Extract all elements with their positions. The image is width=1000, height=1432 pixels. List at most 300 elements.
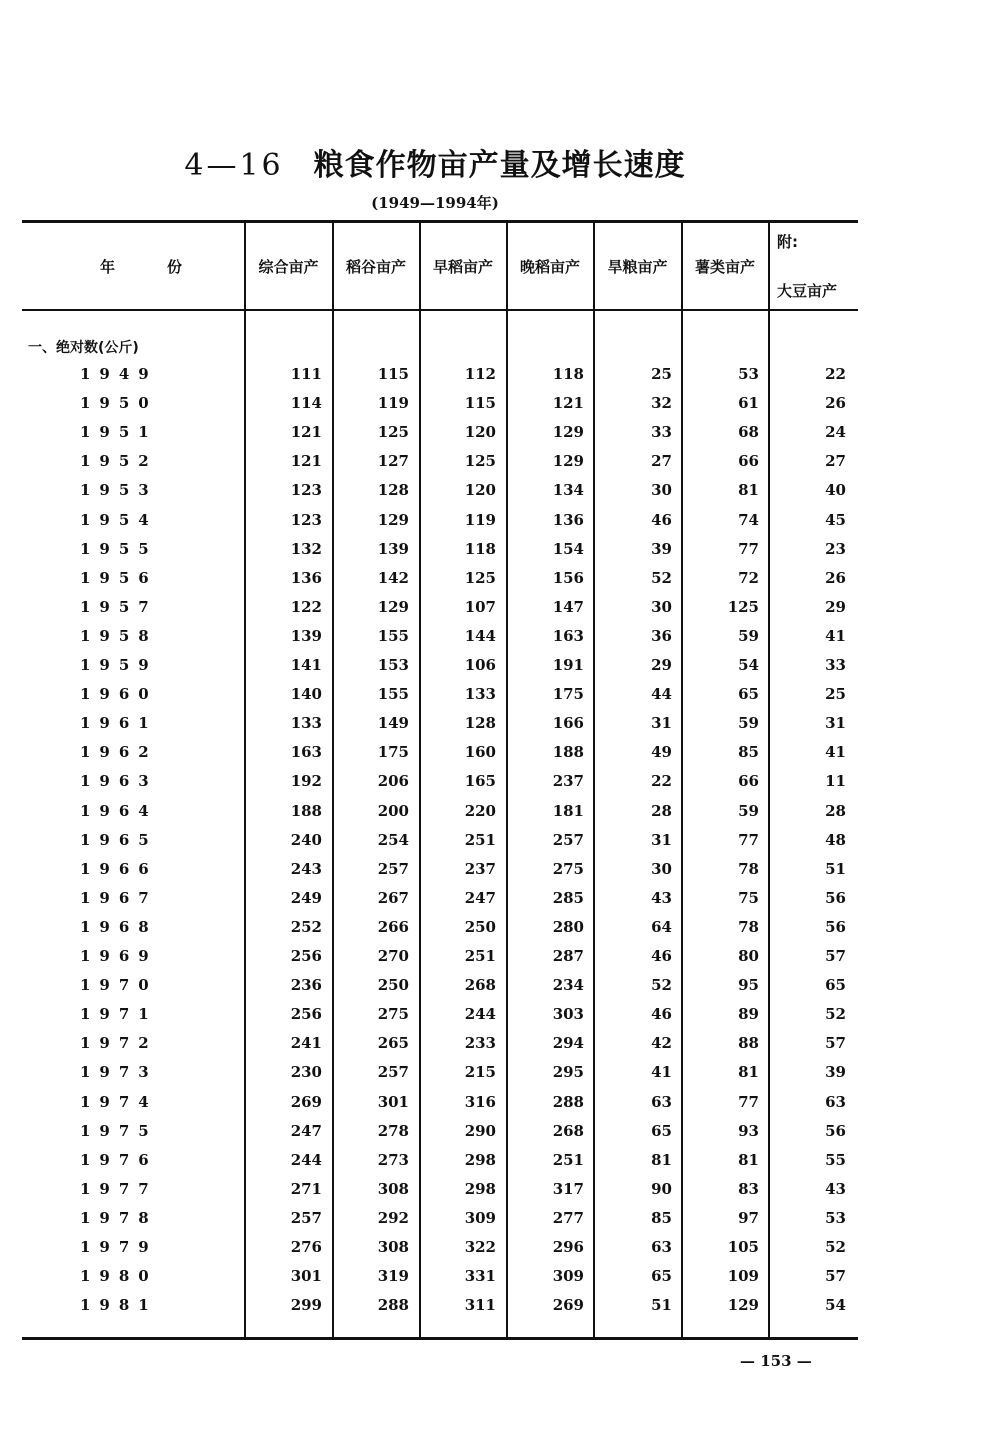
table-cell: 44 — [651, 685, 672, 704]
table-cell: 166 — [552, 714, 584, 733]
table-cell: 230 — [290, 1063, 322, 1082]
table-row — [0, 1267, 1000, 1296]
table-cell: 140 — [290, 685, 322, 704]
table-cell: 287 — [552, 947, 584, 965]
table-cell: 27 — [825, 452, 846, 471]
table-cell: 236 — [290, 976, 322, 995]
table-cell: 52 — [651, 976, 672, 995]
header-rice-yield: 稻谷亩产 — [345, 257, 406, 276]
table-cell: 30 — [651, 597, 672, 616]
row-year: 1960 — [80, 685, 158, 704]
row-year: 1951 — [80, 423, 158, 442]
table-cell: 121 — [290, 423, 322, 442]
table-row — [0, 627, 1000, 656]
table-cell: 121 — [552, 394, 584, 413]
table-cell: 105 — [727, 1238, 759, 1256]
table-row — [0, 511, 1000, 540]
table-row — [0, 1180, 1000, 1209]
table-row — [0, 656, 1000, 685]
table-cell: 115 — [464, 394, 496, 413]
table-cell: 136 — [552, 510, 584, 529]
table-cell: 85 — [738, 743, 759, 762]
table-cell: 141 — [290, 656, 322, 674]
header-dryland-grain-yield: 旱粮亩产 — [607, 257, 668, 276]
table-cell: 65 — [825, 976, 846, 995]
row-year: 1957 — [80, 597, 158, 616]
table-cell: 215 — [464, 1063, 496, 1082]
table-cell: 247 — [464, 888, 496, 907]
table-cell: 181 — [552, 801, 584, 820]
table-cell: 28 — [651, 801, 672, 820]
table-cell: 251 — [552, 1150, 584, 1169]
table-cell: 46 — [651, 510, 672, 529]
table-cell: 41 — [651, 1063, 672, 1082]
bottom-rule — [22, 1337, 858, 1340]
row-year: 1955 — [80, 539, 158, 558]
table-cell: 275 — [377, 1005, 409, 1024]
table-cell: 30 — [651, 859, 672, 878]
row-year: 1950 — [80, 394, 158, 413]
table-cell: 317 — [552, 1179, 584, 1198]
table-row — [0, 394, 1000, 423]
table-cell: 303 — [552, 1005, 584, 1024]
table-cell: 120 — [464, 481, 496, 500]
table-row — [0, 1238, 1000, 1267]
table-cell: 243 — [290, 859, 322, 878]
table-cell: 83 — [738, 1179, 759, 1198]
page-number: — 153 — — [740, 1352, 812, 1370]
table-cell: 57 — [825, 1034, 846, 1053]
table-row — [0, 889, 1000, 918]
table-cell: 133 — [464, 685, 496, 704]
table-cell: 81 — [738, 481, 759, 500]
row-year: 1970 — [80, 976, 158, 995]
table-cell: 97 — [738, 1208, 759, 1227]
table-cell: 32 — [651, 394, 672, 413]
row-year: 1980 — [80, 1267, 158, 1286]
table-cell: 119 — [464, 510, 496, 529]
table-row — [0, 1209, 1000, 1238]
table-cell: 269 — [290, 1092, 322, 1111]
table-cell: 144 — [464, 626, 496, 645]
row-year: 1966 — [80, 859, 158, 878]
table-cell: 188 — [290, 801, 322, 820]
table-cell: 308 — [377, 1179, 409, 1198]
table-cell: 160 — [464, 743, 496, 762]
table-cell: 89 — [738, 1005, 759, 1024]
table-cell: 288 — [377, 1296, 409, 1315]
row-year: 1958 — [80, 626, 158, 645]
table-cell: 43 — [651, 888, 672, 907]
table-cell: 156 — [552, 568, 584, 587]
table-cell: 115 — [377, 365, 409, 383]
table-cell: 257 — [377, 859, 409, 878]
table-cell: 125 — [464, 452, 496, 471]
table-cell: 163 — [290, 743, 322, 762]
table-cell: 252 — [290, 917, 322, 936]
table-cell: 85 — [651, 1208, 672, 1227]
row-year: 1967 — [80, 888, 158, 907]
table-cell: 250 — [377, 976, 409, 995]
table-cell: 66 — [738, 452, 759, 471]
table-row — [0, 918, 1000, 947]
table-cell: 139 — [377, 539, 409, 558]
row-year: 1977 — [80, 1179, 158, 1198]
table-cell: 163 — [552, 626, 584, 645]
row-year: 1953 — [80, 481, 158, 500]
table-cell: 31 — [825, 714, 846, 733]
table-cell: 147 — [552, 597, 584, 616]
table-cell: 80 — [738, 947, 759, 965]
table-cell: 268 — [464, 976, 496, 995]
table-cell: 129 — [377, 597, 409, 616]
row-year: 1954 — [80, 510, 158, 529]
table-cell: 90 — [651, 1179, 672, 1198]
table-cell: 128 — [377, 481, 409, 500]
header-annex-label: 附: — [777, 233, 798, 251]
table-cell: 129 — [727, 1296, 759, 1315]
table-cell: 78 — [738, 917, 759, 936]
table-cell: 132 — [290, 539, 322, 558]
table-cell: 112 — [464, 365, 496, 383]
table-cell: 77 — [738, 539, 759, 558]
table-cell: 257 — [290, 1208, 322, 1227]
table-cell: 118 — [552, 365, 584, 383]
table-row — [0, 452, 1000, 481]
table-cell: 22 — [825, 365, 846, 383]
table-cell: 290 — [464, 1121, 496, 1140]
table-cell: 292 — [377, 1208, 409, 1227]
table-cell: 125 — [727, 597, 759, 616]
table-cell: 280 — [552, 917, 584, 936]
row-year: 1978 — [80, 1208, 158, 1227]
table-cell: 206 — [377, 772, 409, 791]
table-row — [0, 743, 1000, 772]
table-cell: 65 — [738, 685, 759, 704]
table-cell: 241 — [290, 1034, 322, 1053]
table-cell: 237 — [552, 772, 584, 791]
row-year: 1968 — [80, 917, 158, 936]
table-cell: 74 — [738, 510, 759, 529]
table-cell: 63 — [825, 1092, 846, 1111]
section-label: 一、绝对数(公斤) — [28, 340, 139, 356]
table-cell: 109 — [727, 1267, 759, 1286]
row-year: 1973 — [80, 1063, 158, 1082]
table-cell: 133 — [290, 714, 322, 733]
table-cell: 26 — [825, 394, 846, 413]
table-row — [0, 772, 1000, 801]
table-cell: 41 — [825, 626, 846, 645]
table-cell: 247 — [290, 1121, 322, 1140]
table-row — [0, 685, 1000, 714]
table-row — [0, 802, 1000, 831]
table-cell: 106 — [464, 656, 496, 674]
table-cell: 275 — [552, 859, 584, 878]
table-cell: 322 — [464, 1238, 496, 1256]
table-cell: 188 — [552, 743, 584, 762]
table-cell: 200 — [377, 801, 409, 820]
table-cell: 127 — [377, 452, 409, 471]
table-cell: 57 — [825, 1267, 846, 1286]
table-cell: 75 — [738, 888, 759, 907]
row-year: 1974 — [80, 1092, 158, 1111]
table-row — [0, 1122, 1000, 1151]
table-cell: 118 — [464, 539, 496, 558]
table-cell: 128 — [464, 714, 496, 733]
table-cell: 295 — [552, 1063, 584, 1082]
table-cell: 153 — [377, 656, 409, 674]
table-cell: 129 — [377, 510, 409, 529]
table-cell: 54 — [825, 1296, 846, 1315]
table-cell: 28 — [825, 801, 846, 820]
table-cell: 270 — [377, 947, 409, 965]
table-cell: 237 — [464, 859, 496, 878]
header-rule — [22, 309, 858, 311]
table-cell: 296 — [552, 1238, 584, 1256]
table-cell: 46 — [651, 947, 672, 965]
table-cell: 64 — [651, 917, 672, 936]
header-tuber-yield: 薯类亩产 — [694, 257, 755, 276]
table-cell: 95 — [738, 976, 759, 995]
table-cell: 191 — [552, 656, 584, 674]
row-year: 1956 — [80, 568, 158, 587]
table-cell: 271 — [290, 1179, 322, 1198]
table-cell: 63 — [651, 1092, 672, 1111]
table-cell: 311 — [464, 1296, 496, 1315]
row-year: 1961 — [80, 714, 158, 733]
header-soybean-yield: 大豆亩产 — [777, 282, 838, 300]
table-row — [0, 598, 1000, 627]
table-cell: 61 — [738, 394, 759, 413]
table-cell: 276 — [290, 1238, 322, 1256]
table-cell: 316 — [464, 1092, 496, 1111]
table-cell: 31 — [651, 830, 672, 849]
table-row — [0, 1063, 1000, 1092]
table-cell: 59 — [738, 626, 759, 645]
table-cell: 52 — [825, 1005, 846, 1024]
table-cell: 29 — [825, 597, 846, 616]
table-cell: 155 — [377, 626, 409, 645]
table-cell: 123 — [290, 510, 322, 529]
table-cell: 30 — [651, 481, 672, 500]
table-cell: 233 — [464, 1034, 496, 1053]
table-row — [0, 1093, 1000, 1122]
table-title-text: 粮食作物亩产量及增长速度 — [313, 148, 686, 183]
table-cell: 88 — [738, 1034, 759, 1053]
table-cell: 111 — [290, 365, 322, 383]
table-cell: 331 — [464, 1267, 496, 1286]
table-cell: 56 — [825, 888, 846, 907]
table-cell: 54 — [738, 656, 759, 674]
table-cell: 125 — [464, 568, 496, 587]
table-cell: 31 — [651, 714, 672, 733]
table-cell: 11 — [825, 772, 846, 791]
table-row — [0, 365, 1000, 394]
table-cell: 23 — [825, 539, 846, 558]
table-cell: 29 — [651, 656, 672, 674]
table-cell: 244 — [464, 1005, 496, 1024]
table-cell: 39 — [651, 539, 672, 558]
row-year: 1979 — [80, 1238, 158, 1256]
table-cell: 298 — [464, 1150, 496, 1169]
table-cell: 129 — [552, 423, 584, 442]
table-cell: 175 — [377, 743, 409, 762]
table-cell: 42 — [651, 1034, 672, 1053]
table-row — [0, 481, 1000, 510]
table-cell: 319 — [377, 1267, 409, 1286]
table-cell: 301 — [377, 1092, 409, 1111]
table-cell: 56 — [825, 1121, 846, 1140]
table-cell: 240 — [290, 830, 322, 849]
table-cell: 149 — [377, 714, 409, 733]
table-cell: 33 — [825, 656, 846, 674]
table-row — [0, 860, 1000, 889]
table-cell: 269 — [552, 1296, 584, 1315]
header-year — [22, 223, 244, 309]
table-cell: 244 — [290, 1150, 322, 1169]
table-cell: 43 — [825, 1179, 846, 1198]
table-cell: 266 — [377, 917, 409, 936]
table-cell: 309 — [552, 1267, 584, 1286]
table-cell: 309 — [464, 1208, 496, 1227]
header-annex — [769, 223, 858, 309]
header-year-char: 份 — [166, 257, 182, 276]
row-year: 1965 — [80, 830, 158, 849]
table-cell: 273 — [377, 1150, 409, 1169]
table-title — [0, 140, 870, 184]
table-cell: 277 — [552, 1208, 584, 1227]
table-cell: 36 — [651, 626, 672, 645]
row-year: 1949 — [80, 365, 158, 383]
table-cell: 155 — [377, 685, 409, 704]
table-cell: 120 — [464, 423, 496, 442]
table-row — [0, 831, 1000, 860]
table-cell: 139 — [290, 626, 322, 645]
table-cell: 81 — [738, 1150, 759, 1169]
table-cell: 51 — [651, 1296, 672, 1315]
table-row — [0, 1034, 1000, 1063]
table-cell: 285 — [552, 888, 584, 907]
table-cell: 81 — [651, 1150, 672, 1169]
row-year: 1952 — [80, 452, 158, 471]
table-cell: 26 — [825, 568, 846, 587]
header-late-rice-yield: 晚稻亩产 — [519, 257, 580, 276]
table-cell: 65 — [651, 1121, 672, 1140]
table-number: 4—16 — [184, 148, 284, 183]
table-cell: 254 — [377, 830, 409, 849]
table-cell: 234 — [552, 976, 584, 995]
table-cell: 299 — [290, 1296, 322, 1315]
row-year: 1963 — [80, 772, 158, 791]
table-row — [0, 947, 1000, 976]
table-cell: 123 — [290, 481, 322, 500]
table-row — [0, 1005, 1000, 1034]
table-cell: 40 — [825, 481, 846, 500]
table-cell: 72 — [738, 568, 759, 587]
table-cell: 121 — [290, 452, 322, 471]
table-cell: 250 — [464, 917, 496, 936]
table-row — [0, 714, 1000, 743]
table-subtitle: (1949—1994年) — [371, 194, 499, 212]
table-cell: 154 — [552, 539, 584, 558]
table-cell: 68 — [738, 423, 759, 442]
table-row — [0, 976, 1000, 1005]
table-cell: 52 — [825, 1238, 846, 1256]
table-cell: 220 — [464, 801, 496, 820]
table-cell: 39 — [825, 1063, 846, 1082]
table-cell: 125 — [377, 423, 409, 442]
table-cell: 25 — [825, 685, 846, 704]
table-cell: 122 — [290, 597, 322, 616]
table-cell: 256 — [290, 1005, 322, 1024]
table-cell: 59 — [738, 801, 759, 820]
table-cell: 294 — [552, 1034, 584, 1053]
table-cell: 63 — [651, 1238, 672, 1256]
table-cell: 129 — [552, 452, 584, 471]
table-cell: 251 — [464, 830, 496, 849]
table-cell: 59 — [738, 714, 759, 733]
table-cell: 46 — [651, 1005, 672, 1024]
table-cell: 308 — [377, 1238, 409, 1256]
table-row — [0, 540, 1000, 569]
table-cell: 107 — [464, 597, 496, 616]
header-early-rice-yield: 早稻亩产 — [432, 257, 493, 276]
table-cell: 53 — [825, 1208, 846, 1227]
table-cell: 251 — [464, 947, 496, 965]
table-cell: 288 — [552, 1092, 584, 1111]
table-cell: 48 — [825, 830, 846, 849]
row-year: 1981 — [80, 1296, 158, 1315]
table-cell: 165 — [464, 772, 496, 791]
table-cell: 77 — [738, 1092, 759, 1111]
table-cell: 119 — [377, 394, 409, 413]
row-year: 1964 — [80, 801, 158, 820]
table-cell: 256 — [290, 947, 322, 965]
table-cell: 53 — [738, 365, 759, 383]
table-cell: 52 — [651, 568, 672, 587]
table-cell: 136 — [290, 568, 322, 587]
row-year: 1975 — [80, 1121, 158, 1140]
row-year: 1972 — [80, 1034, 158, 1053]
table-cell: 278 — [377, 1121, 409, 1140]
table-row — [0, 1151, 1000, 1180]
table-cell: 301 — [290, 1267, 322, 1286]
table-cell: 268 — [552, 1121, 584, 1140]
table-cell: 65 — [651, 1267, 672, 1286]
table-cell: 257 — [552, 830, 584, 849]
table-row — [0, 423, 1000, 452]
header-year-char: 年 — [100, 257, 116, 276]
table-cell: 49 — [651, 743, 672, 762]
row-year: 1962 — [80, 743, 158, 762]
table-cell: 142 — [377, 568, 409, 587]
table-row — [0, 569, 1000, 598]
header-composite-yield: 综合亩产 — [258, 257, 319, 276]
table-row — [0, 1296, 1000, 1325]
table-cell: 22 — [651, 772, 672, 791]
table-cell: 51 — [825, 859, 846, 878]
row-year: 1976 — [80, 1150, 158, 1169]
table-cell: 25 — [651, 365, 672, 383]
table-cell: 77 — [738, 830, 759, 849]
table-cell: 81 — [738, 1063, 759, 1082]
table-cell: 66 — [738, 772, 759, 791]
table-cell: 265 — [377, 1034, 409, 1053]
table-cell: 267 — [377, 888, 409, 907]
table-cell: 24 — [825, 423, 846, 442]
table-cell: 249 — [290, 888, 322, 907]
table-cell: 93 — [738, 1121, 759, 1140]
